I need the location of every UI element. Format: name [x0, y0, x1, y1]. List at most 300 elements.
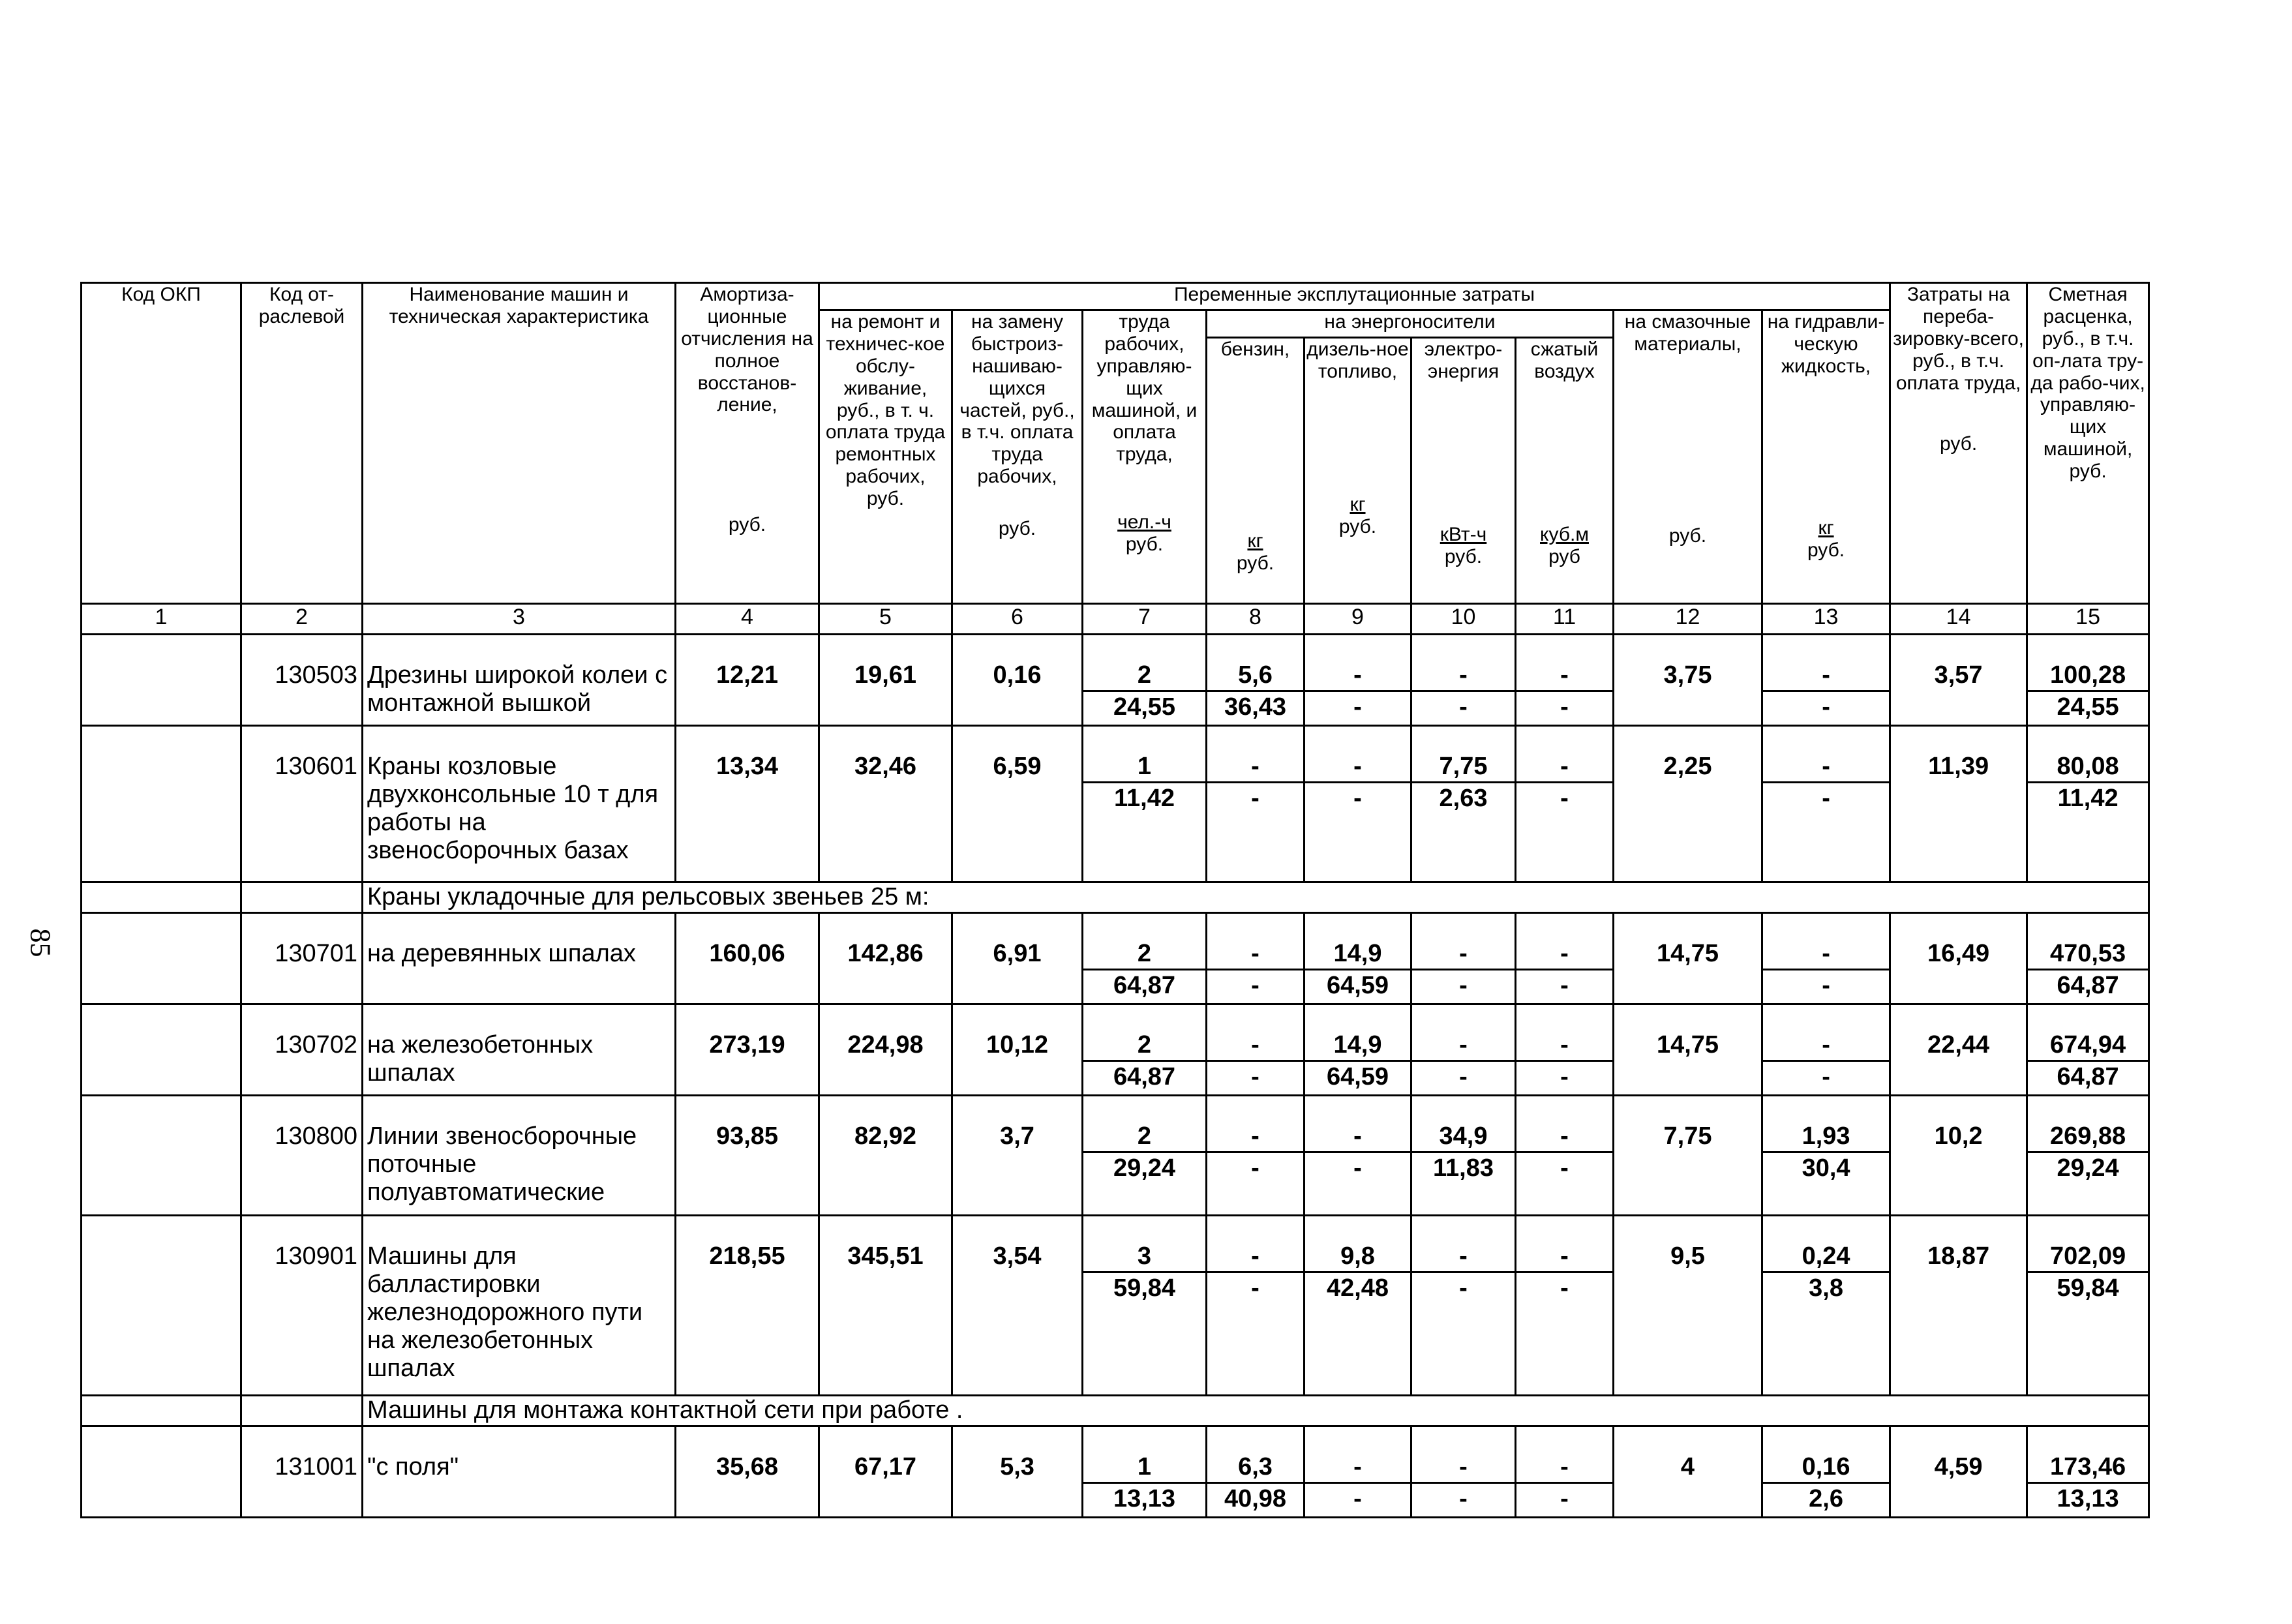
- c15-top-value: 470,53: [2049, 940, 2126, 967]
- branch-code: 130702: [241, 1004, 363, 1096]
- header-diesel-text: дизель-ное топливо,: [1306, 338, 1409, 382]
- c8-stack: [1207, 1241, 1303, 1303]
- c13-bottom-value: -: [1763, 969, 1889, 1000]
- lubricants-value: 3,75: [1614, 635, 1762, 726]
- header-variable-costs: Переменные эксплутационные затраты: [819, 283, 1890, 310]
- c13-top-value: -: [1822, 1031, 1830, 1059]
- c9-bottom-value: -: [1305, 690, 1410, 722]
- c10-cell: [1411, 1426, 1516, 1518]
- c11-top-value: -: [1560, 1031, 1569, 1059]
- machine-name: на деревянных шпалах: [363, 913, 676, 1004]
- column-number: 12: [1614, 604, 1762, 635]
- c10-top-value: -: [1459, 1031, 1468, 1059]
- c10-top-value: 34,9: [1439, 1122, 1488, 1150]
- header-machine-name: Наименование машин и техническая характеристика: [363, 283, 676, 604]
- parts-value: 6,91: [952, 913, 1083, 1004]
- amortization-value: 93,85: [676, 1096, 819, 1216]
- c15-top-value: 702,09: [2049, 1242, 2126, 1270]
- table-row: [82, 635, 2149, 726]
- c13-bottom-value: 2,6: [1763, 1482, 1889, 1514]
- c11-stack: [1516, 1030, 1612, 1092]
- header-compressed-air-text: сжатый воздух: [1530, 338, 1599, 382]
- column-number: 10: [1411, 604, 1516, 635]
- c8-bottom-value: -: [1207, 1151, 1303, 1183]
- c8-cell: [1207, 1096, 1304, 1216]
- c8-stack: [1207, 660, 1303, 722]
- parts-value: 10,12: [952, 1004, 1083, 1096]
- c8-top-value: -: [1251, 753, 1259, 780]
- c9-cell: [1304, 635, 1411, 726]
- c11-top-value: -: [1560, 1242, 1569, 1270]
- c7-bottom-value: 29,24: [1083, 1151, 1205, 1183]
- c7-stack: [1083, 751, 1205, 813]
- header-electricity-unit-bot: руб.: [1444, 545, 1483, 567]
- header-estimate-unit: руб.: [2069, 460, 2107, 483]
- c13-top-value: -: [1822, 940, 1830, 967]
- c15-bottom-value: 64,87: [2028, 969, 2148, 1000]
- repair-value: 224,98: [819, 1004, 952, 1096]
- c11-bottom-value: -: [1516, 781, 1612, 813]
- c8-bottom-value: -: [1207, 1060, 1303, 1092]
- machine-name: Дрезины широкой колеи с монтажной вышкой: [363, 635, 676, 726]
- c11-top-value: -: [1560, 1453, 1569, 1481]
- section-spacer: [241, 882, 363, 913]
- header-estimate: [2027, 283, 2149, 604]
- c8-stack: [1207, 751, 1303, 813]
- column-number: 15: [2027, 604, 2149, 635]
- c9-bottom-value: -: [1305, 1482, 1410, 1514]
- header-hydraulic-unit-top: кг: [1818, 517, 1834, 539]
- column-number: 2: [241, 604, 363, 635]
- c8-cell: [1207, 726, 1304, 882]
- c13-cell: [1762, 913, 1890, 1004]
- c7-top-value: 2: [1137, 661, 1152, 689]
- c11-stack: [1516, 1452, 1612, 1514]
- branch-code: 130800: [241, 1096, 363, 1216]
- amortization-value: 12,21: [676, 635, 819, 726]
- header-petrol-unit-bot: руб.: [1236, 552, 1274, 574]
- header-electricity: [1411, 338, 1516, 604]
- header-compressed-air-unit-top: куб.м: [1540, 523, 1589, 545]
- c13-top-value: 1,93: [1802, 1122, 1850, 1150]
- c7-stack: [1083, 660, 1205, 722]
- c7-stack: [1083, 939, 1205, 1000]
- c10-stack: [1412, 751, 1515, 813]
- branch-code: 130701: [241, 913, 363, 1004]
- column-number: 1: [82, 604, 241, 635]
- c7-stack: [1083, 1241, 1205, 1303]
- c9-stack: [1305, 1241, 1410, 1303]
- column-number: 3: [363, 604, 676, 635]
- relocation-value: 22,44: [1890, 1004, 2027, 1096]
- column-number: 7: [1083, 604, 1207, 635]
- header-amortization: [676, 283, 819, 604]
- c9-top-value: 14,9: [1333, 940, 1382, 967]
- c10-cell: [1411, 726, 1516, 882]
- c9-cell: [1304, 1004, 1411, 1096]
- c8-top-value: -: [1251, 1122, 1259, 1150]
- c8-top-value: -: [1251, 1242, 1259, 1270]
- amortization-value: 35,68: [676, 1426, 819, 1518]
- column-number: 9: [1304, 604, 1411, 635]
- c10-cell: [1411, 913, 1516, 1004]
- branch-code: 130901: [241, 1216, 363, 1396]
- c13-bottom-value: -: [1763, 690, 1889, 722]
- c8-bottom-value: -: [1207, 1271, 1303, 1303]
- parts-value: 3,54: [952, 1216, 1083, 1396]
- c9-bottom-value: 42,48: [1305, 1271, 1410, 1303]
- c15-cell: [2027, 1426, 2149, 1518]
- c11-bottom-value: -: [1516, 969, 1612, 1000]
- c8-stack: [1207, 1452, 1303, 1514]
- c15-cell: [2027, 1096, 2149, 1216]
- c8-cell: [1207, 1426, 1304, 1518]
- page-number: 85: [24, 928, 57, 957]
- header-branch-code: Код от-раслевой: [241, 283, 363, 604]
- repair-value: 345,51: [819, 1216, 952, 1396]
- table-row: [82, 1216, 2149, 1396]
- c9-top-value: -: [1353, 753, 1362, 780]
- header-labor-unit-top: чел.-ч: [1117, 511, 1171, 534]
- c15-bottom-value: 29,24: [2028, 1151, 2148, 1183]
- c10-bottom-value: 2,63: [1412, 781, 1515, 813]
- c8-stack: [1207, 1030, 1303, 1092]
- c15-stack: [2028, 660, 2148, 722]
- column-number-row: [82, 604, 2149, 635]
- c11-cell: [1516, 1426, 1614, 1518]
- c15-top-value: 674,94: [2049, 1031, 2126, 1059]
- c9-cell: [1304, 726, 1411, 882]
- parts-value: 0,16: [952, 635, 1083, 726]
- c8-top-value: 5,6: [1238, 661, 1273, 689]
- c10-stack: [1412, 1121, 1515, 1183]
- c8-cell: [1207, 1216, 1304, 1396]
- c8-cell: [1207, 635, 1304, 726]
- c11-stack: [1516, 939, 1612, 1000]
- c11-cell: [1516, 1216, 1614, 1396]
- c9-cell: [1304, 1426, 1411, 1518]
- amortization-value: 273,19: [676, 1004, 819, 1096]
- c8-top-value: -: [1251, 1031, 1259, 1059]
- header-labor-text: труда рабочих, управляю-щих машиной, и оплата труда,: [1091, 311, 1198, 466]
- c9-cell: [1304, 1096, 1411, 1216]
- c11-stack: [1516, 1241, 1612, 1303]
- c15-stack: [2028, 1030, 2148, 1092]
- c13-stack: [1763, 1241, 1889, 1303]
- c10-bottom-value: -: [1412, 969, 1515, 1000]
- c9-bottom-value: -: [1305, 1151, 1410, 1183]
- column-number: 4: [676, 604, 819, 635]
- c15-bottom-value: 64,87: [2028, 1060, 2148, 1092]
- c15-top-value: 269,88: [2049, 1122, 2126, 1150]
- c15-bottom-value: 13,13: [2028, 1482, 2148, 1514]
- c7-cell: [1083, 1096, 1207, 1216]
- c9-top-value: -: [1353, 1453, 1362, 1481]
- c7-top-value: 2: [1137, 1122, 1152, 1150]
- c15-bottom-value: 59,84: [2028, 1271, 2148, 1303]
- header-petrol-unit-top: кг: [1247, 530, 1263, 552]
- c9-bottom-value: 64,59: [1305, 1060, 1410, 1092]
- c10-stack: [1412, 1452, 1515, 1514]
- c13-stack: [1763, 751, 1889, 813]
- c10-bottom-value: -: [1412, 1060, 1515, 1092]
- column-number: 11: [1516, 604, 1614, 635]
- header-amortization-text: Амортиза-ционные отчисления на полное восстанов-ление,: [681, 284, 813, 416]
- repair-value: 67,17: [819, 1426, 952, 1518]
- repair-value: 142,86: [819, 913, 952, 1004]
- header-lubricants: [1614, 310, 1762, 604]
- c9-stack: [1305, 751, 1410, 813]
- header-compressed-air-unit-bot: руб: [1548, 545, 1580, 567]
- c9-stack: [1305, 660, 1410, 722]
- table-row: [82, 1004, 2149, 1096]
- c13-cell: [1762, 635, 1890, 726]
- header-relocation-text: Затраты на переба-зировку-всего, руб., в т.ч. оплата труда,: [1893, 284, 2025, 394]
- header-petrol-text: бензин,: [1220, 338, 1290, 360]
- c7-top-value: 2: [1137, 1031, 1152, 1059]
- amortization-value: 13,34: [676, 726, 819, 882]
- machine-name: Краны козловые двухконсольные 10 т для работы на звеносборочных базах: [363, 726, 676, 882]
- table-row: [82, 913, 2149, 1004]
- c10-stack: [1412, 1030, 1515, 1092]
- c8-cell: [1207, 1004, 1304, 1096]
- c8-cell: [1207, 913, 1304, 1004]
- c10-cell: [1411, 1096, 1516, 1216]
- header-repair: [819, 310, 952, 604]
- relocation-value: 4,59: [1890, 1426, 2027, 1518]
- header-hydraulic-unit-bot: руб.: [1807, 539, 1845, 561]
- repair-value: 19,61: [819, 635, 952, 726]
- c15-cell: [2027, 726, 2149, 882]
- c8-bottom-value: -: [1207, 969, 1303, 1000]
- header-repair-unit: руб.: [866, 488, 905, 510]
- header-electricity-unit-top: кВт-ч: [1440, 523, 1487, 545]
- c15-top-value: 173,46: [2049, 1453, 2126, 1481]
- parts-value: 3,7: [952, 1096, 1083, 1216]
- okp-code-cell: [82, 1004, 241, 1096]
- repair-value: 32,46: [819, 726, 952, 882]
- branch-code: 130503: [241, 635, 363, 726]
- c13-stack: [1763, 660, 1889, 722]
- header-relocation: [1890, 283, 2027, 604]
- c7-stack: [1083, 1452, 1205, 1514]
- c7-top-value: 1: [1137, 753, 1152, 780]
- section-spacer: [82, 882, 241, 913]
- header-repair-text: на ремонт и техничес-кое обслу-живание, руб., в т. ч. оплата труда ремонтных рабочих,: [825, 311, 946, 488]
- c15-top-value: 80,08: [2057, 753, 2119, 780]
- okp-code-cell: [82, 913, 241, 1004]
- lubricants-value: 7,75: [1614, 1096, 1762, 1216]
- c11-bottom-value: -: [1516, 1482, 1612, 1514]
- repair-value: 82,92: [819, 1096, 952, 1216]
- c9-stack: [1305, 1030, 1410, 1092]
- c13-bottom-value: 30,4: [1763, 1151, 1889, 1183]
- header-diesel: [1304, 338, 1411, 604]
- c8-stack: [1207, 939, 1303, 1000]
- header-lubricants-text: на смазочные материалы,: [1624, 311, 1751, 355]
- c10-top-value: -: [1459, 1453, 1468, 1481]
- c9-bottom-value: 64,59: [1305, 969, 1410, 1000]
- column-number: 6: [952, 604, 1083, 635]
- c13-top-value: 0,16: [1802, 1453, 1850, 1481]
- machine-cost-table: [80, 282, 2150, 1518]
- header-parts: [952, 310, 1083, 604]
- c10-bottom-value: 11,83: [1412, 1151, 1515, 1183]
- c11-cell: [1516, 1096, 1614, 1216]
- parts-value: 5,3: [952, 1426, 1083, 1518]
- c13-stack: [1763, 1121, 1889, 1183]
- c10-top-value: -: [1459, 940, 1468, 967]
- c13-stack: [1763, 1452, 1889, 1514]
- lubricants-value: 14,75: [1614, 1004, 1762, 1096]
- lubricants-value: 2,25: [1614, 726, 1762, 882]
- c8-top-value: 6,3: [1238, 1453, 1273, 1481]
- c11-cell: [1516, 726, 1614, 882]
- c10-stack: [1412, 1241, 1515, 1303]
- machine-name: на железобетонных шпалах: [363, 1004, 676, 1096]
- c7-bottom-value: 59,84: [1083, 1271, 1205, 1303]
- c9-top-value: 9,8: [1340, 1242, 1375, 1270]
- c7-bottom-value: 64,87: [1083, 1060, 1205, 1092]
- c15-stack: [2028, 1241, 2148, 1303]
- parts-value: 6,59: [952, 726, 1083, 882]
- amortization-value: 218,55: [676, 1216, 819, 1396]
- machine-name: Линии звеносборочные поточные полуавтоматические: [363, 1096, 676, 1216]
- c15-stack: [2028, 751, 2148, 813]
- c11-cell: [1516, 1004, 1614, 1096]
- c7-bottom-value: 11,42: [1083, 781, 1205, 813]
- section-title: Краны укладочные для рельсовых звеньев 25 м:: [363, 882, 2149, 913]
- c13-top-value: 0,24: [1802, 1242, 1850, 1270]
- c11-bottom-value: -: [1516, 690, 1612, 722]
- okp-code-cell: [82, 1426, 241, 1518]
- c7-cell: [1083, 635, 1207, 726]
- c7-cell: [1083, 726, 1207, 882]
- c8-bottom-value: 36,43: [1207, 690, 1303, 722]
- header-relocation-unit: руб.: [1939, 433, 1978, 455]
- c7-bottom-value: 13,13: [1083, 1482, 1205, 1514]
- okp-code-cell: [82, 1096, 241, 1216]
- c10-cell: [1411, 1004, 1516, 1096]
- table-row: [82, 1426, 2149, 1518]
- c10-bottom-value: -: [1412, 1482, 1515, 1514]
- section-row: [82, 882, 2149, 913]
- amortization-value: 160,06: [676, 913, 819, 1004]
- c15-top-value: 100,28: [2049, 661, 2126, 689]
- c10-cell: [1411, 1216, 1516, 1396]
- relocation-value: 10,2: [1890, 1096, 2027, 1216]
- c9-cell: [1304, 1216, 1411, 1396]
- header-estimate-text: Сметная расценка, руб., в т.ч. оп-лата тру-да рабо-чих, управляю-щих машиной,: [2030, 284, 2145, 460]
- c15-stack: [2028, 1121, 2148, 1183]
- c11-cell: [1516, 635, 1614, 726]
- c11-stack: [1516, 751, 1612, 813]
- c7-stack: [1083, 1121, 1205, 1183]
- c9-top-value: -: [1353, 661, 1362, 689]
- header-hydraulic: [1762, 310, 1890, 604]
- header-petrol: [1207, 338, 1304, 604]
- c11-top-value: -: [1560, 940, 1569, 967]
- column-number: 5: [819, 604, 952, 635]
- c15-stack: [2028, 1452, 2148, 1514]
- c13-cell: [1762, 1004, 1890, 1096]
- c15-cell: [2027, 1216, 2149, 1396]
- c7-cell: [1083, 1426, 1207, 1518]
- c13-top-value: -: [1822, 753, 1830, 780]
- okp-code-cell: [82, 635, 241, 726]
- table-row: [82, 726, 2149, 882]
- header-lubricants-unit: руб.: [1668, 524, 1707, 547]
- branch-code: 131001: [241, 1426, 363, 1518]
- c13-cell: [1762, 1426, 1890, 1518]
- relocation-value: 11,39: [1890, 726, 2027, 882]
- header-compressed-air: [1516, 338, 1614, 604]
- c7-bottom-value: 24,55: [1083, 690, 1205, 722]
- c9-stack: [1305, 1452, 1410, 1514]
- c11-top-value: -: [1560, 661, 1569, 689]
- header-parts-text: на замену быстроиз-нашиваю-щихся частей, руб., в т.ч. оплата труда рабочих,: [959, 311, 1075, 488]
- section-spacer: [82, 1396, 241, 1426]
- c15-cell: [2027, 635, 2149, 726]
- c11-top-value: -: [1560, 753, 1569, 780]
- c10-top-value: 7,75: [1439, 753, 1488, 780]
- header-electricity-text: электро-энергия: [1424, 338, 1503, 382]
- c7-top-value: 2: [1137, 940, 1152, 967]
- c13-cell: [1762, 726, 1890, 882]
- table-row: [82, 1096, 2149, 1216]
- c15-cell: [2027, 1004, 2149, 1096]
- c15-bottom-value: 11,42: [2028, 781, 2148, 813]
- c15-stack: [2028, 939, 2148, 1000]
- header-diesel-unit-top: кг: [1350, 493, 1366, 515]
- c9-cell: [1304, 913, 1411, 1004]
- c7-cell: [1083, 913, 1207, 1004]
- header-parts-unit: руб.: [998, 518, 1036, 540]
- c10-stack: [1412, 939, 1515, 1000]
- c9-top-value: 14,9: [1333, 1031, 1382, 1059]
- c8-stack: [1207, 1121, 1303, 1183]
- c13-bottom-value: -: [1763, 1060, 1889, 1092]
- okp-code-cell: [82, 726, 241, 882]
- lubricants-value: 9,5: [1614, 1216, 1762, 1396]
- c11-bottom-value: -: [1516, 1060, 1612, 1092]
- c7-bottom-value: 64,87: [1083, 969, 1205, 1000]
- column-number: 13: [1762, 604, 1890, 635]
- c8-bottom-value: 40,98: [1207, 1482, 1303, 1514]
- c11-stack: [1516, 660, 1612, 722]
- column-number: 8: [1207, 604, 1304, 635]
- c10-stack: [1412, 660, 1515, 722]
- c11-top-value: -: [1560, 1122, 1569, 1150]
- c13-stack: [1763, 1030, 1889, 1092]
- c13-bottom-value: -: [1763, 781, 1889, 813]
- section-spacer: [241, 1396, 363, 1426]
- header-diesel-unit-bot: руб.: [1338, 515, 1377, 537]
- lubricants-value: 4: [1614, 1426, 1762, 1518]
- c10-bottom-value: -: [1412, 690, 1515, 722]
- c7-top-value: 1: [1137, 1453, 1152, 1481]
- lubricants-value: 14,75: [1614, 913, 1762, 1004]
- c9-bottom-value: -: [1305, 781, 1410, 813]
- c11-bottom-value: -: [1516, 1151, 1612, 1183]
- c15-cell: [2027, 913, 2149, 1004]
- c13-cell: [1762, 1096, 1890, 1216]
- header-amortization-unit: руб.: [728, 514, 766, 536]
- relocation-value: 3,57: [1890, 635, 2027, 726]
- header-labor-unit-bot: руб.: [1125, 534, 1164, 556]
- c9-stack: [1305, 939, 1410, 1000]
- header-labor: [1083, 310, 1207, 604]
